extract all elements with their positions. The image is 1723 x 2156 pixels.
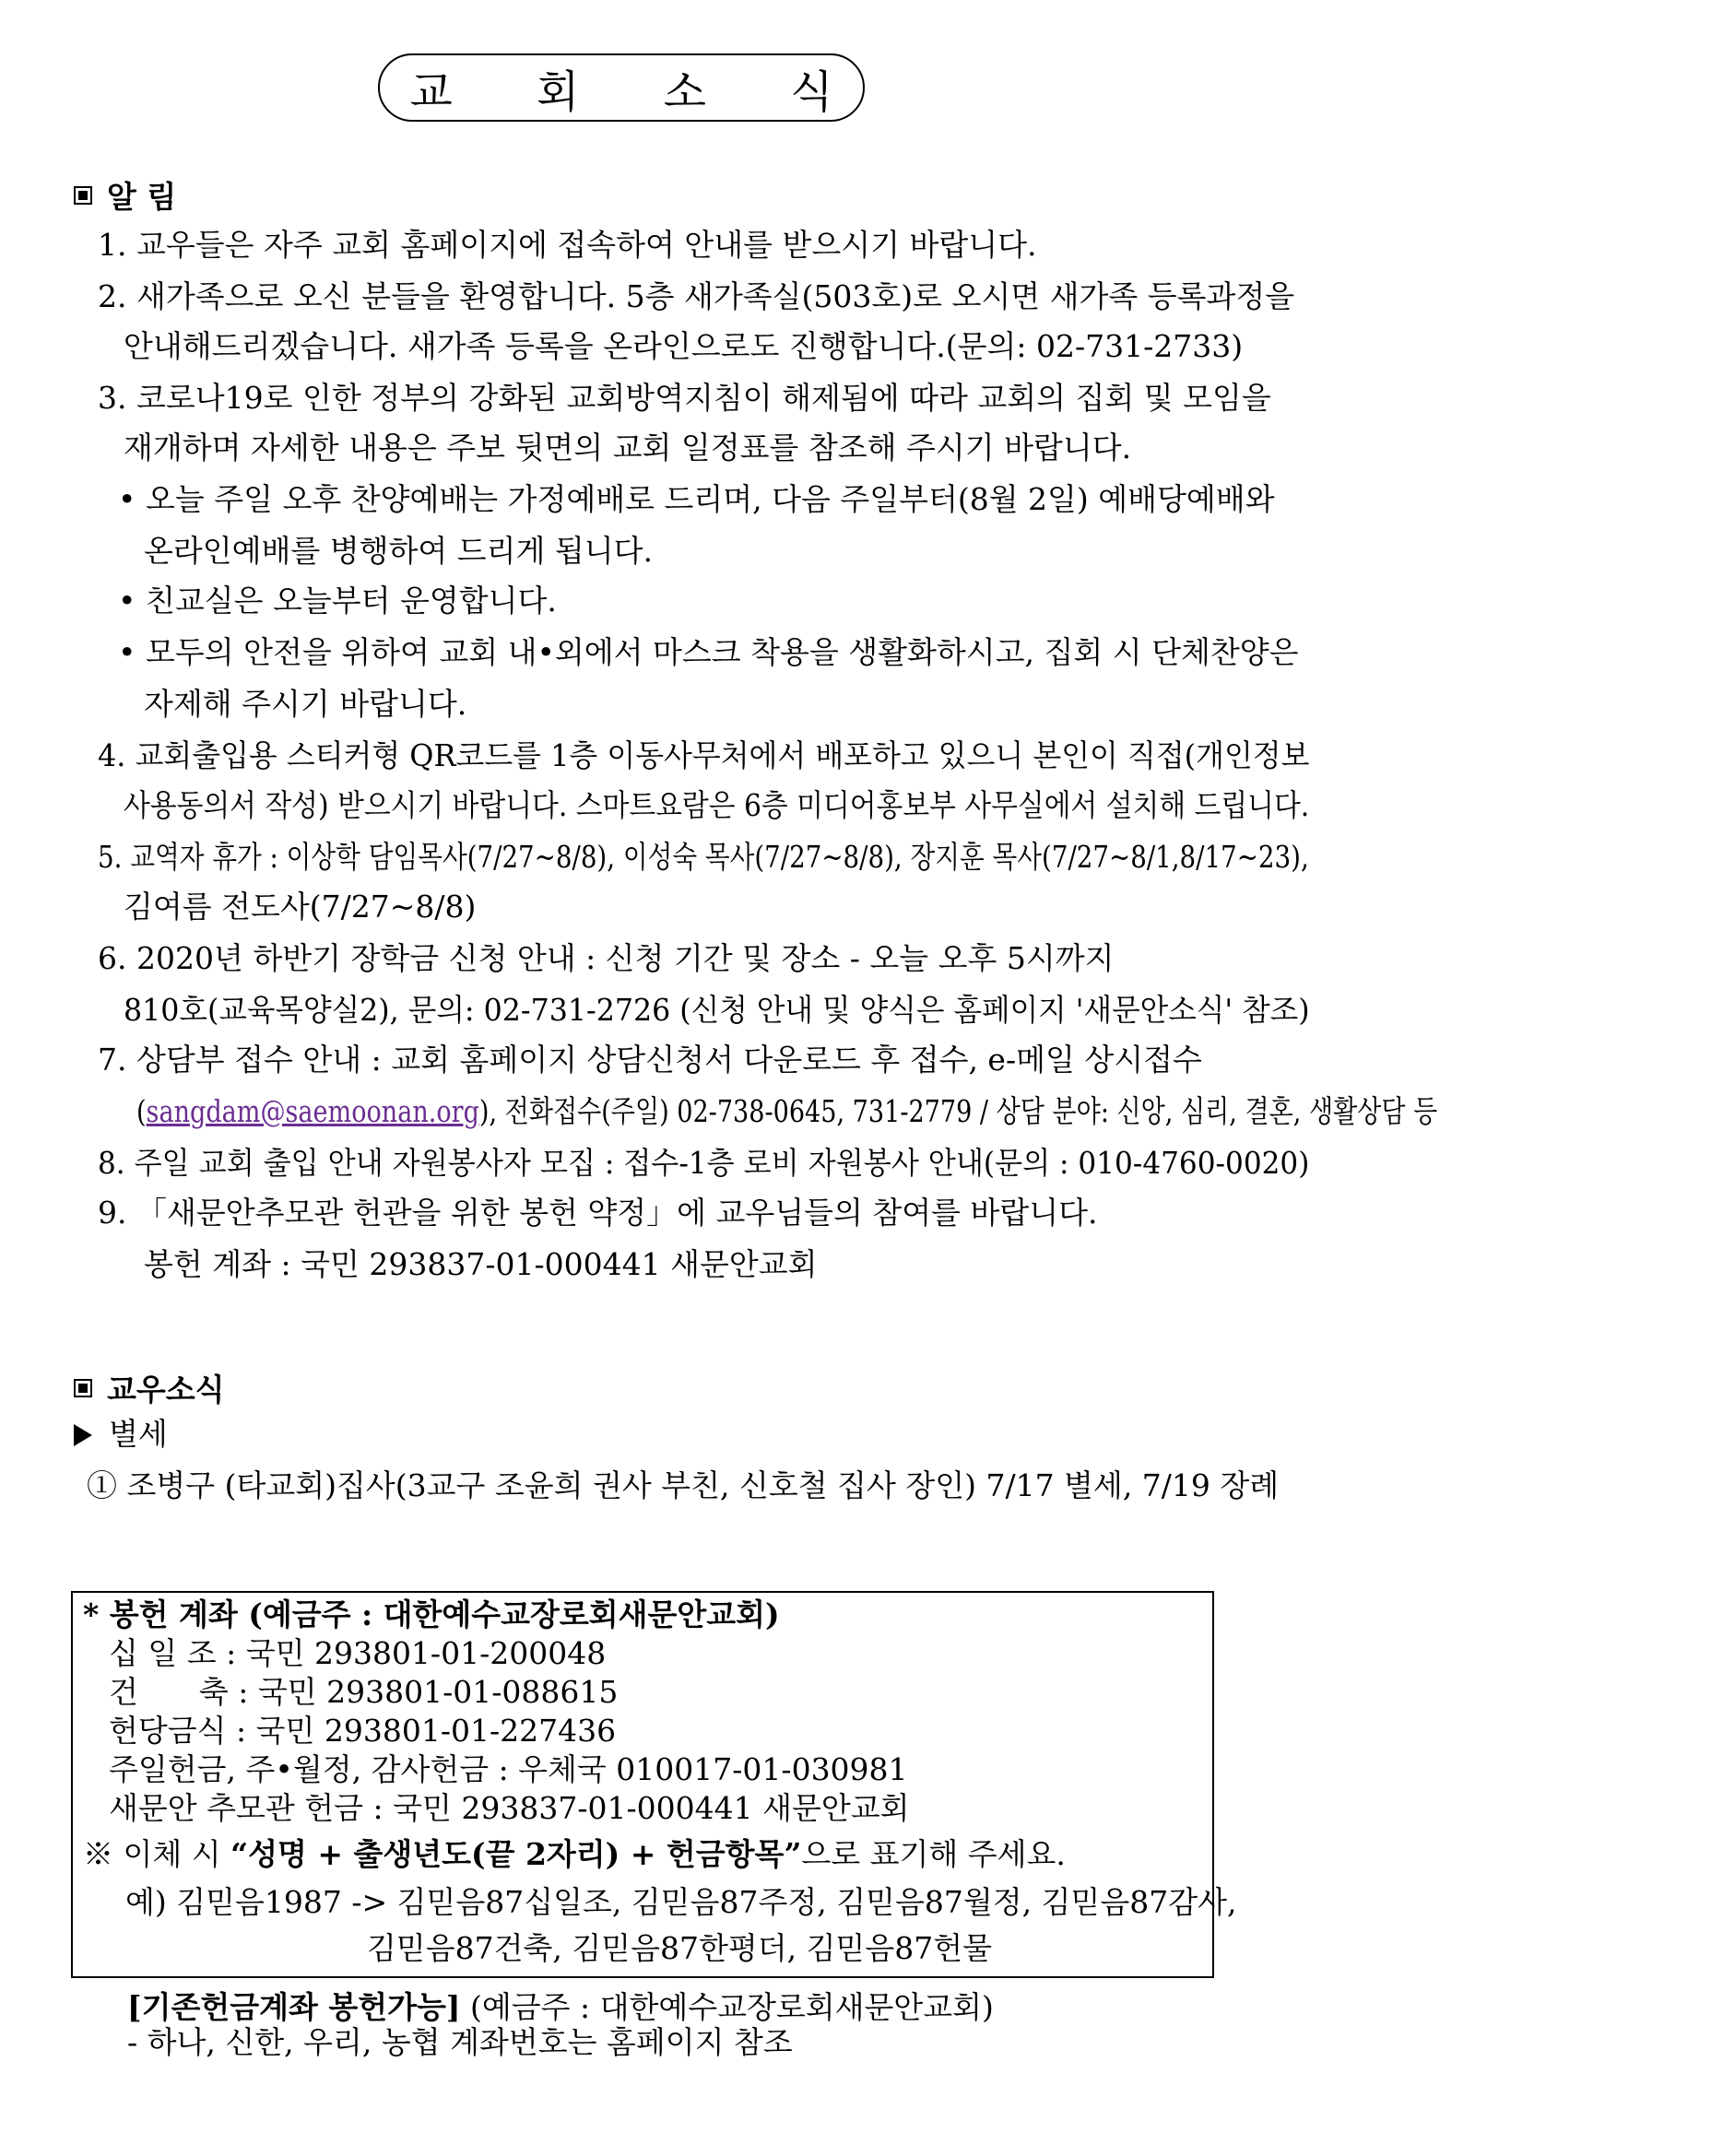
triangle-bullet-icon bbox=[74, 1424, 92, 1446]
notice-line: 김여름 전도사(7/27~8/8) bbox=[124, 889, 477, 925]
notice-line: 1. 교우들은 자주 교회 홈페이지에 접속하여 안내를 받으시기 바랍니다. bbox=[98, 227, 1037, 263]
accounts-example: 예) 김믿음1987 -> 김믿음87십일조, 김믿음87주정, 김믿음87월정, 김믿음87감사, bbox=[125, 1884, 1237, 1920]
notice-line: 810호(교육목양실2), 문의: 02-731-2726 (신청 안내 및 양식은 홈페이지 '새문안소식' 참조) bbox=[124, 992, 1310, 1028]
title-box bbox=[378, 53, 868, 122]
members-heading bbox=[74, 1366, 225, 1409]
notice-line: • 친교실은 오늘부터 운영합니다. bbox=[118, 583, 557, 619]
members-sub-text: 별세 bbox=[109, 1416, 168, 1452]
notice-heading-text: 알 림 bbox=[107, 179, 177, 215]
notice-line: 8. 주일 교회 출입 안내 자원봉사자 모집 : 접수-1층 로비 자원봉사 안내(문의 : 010-4760-0020) bbox=[98, 1145, 1310, 1181]
notice-line: 봉헌 계좌 : 국민 293837-01-000441 새문안교회 bbox=[144, 1246, 818, 1282]
accounts-note bbox=[83, 1836, 1066, 1873]
note-bold: “성명 + 출생년도(끝 2자리) + 헌금항목” bbox=[230, 1836, 802, 1872]
notice-line: 5. 교역자 휴가 : 이상학 담임목사(7/27~8/8), 이성숙 목사(7/27~8/8), 장지훈 목사(7/27~8/1,8/17~23), bbox=[98, 839, 1309, 875]
existing-holder: (예금주 : 대한예수교장로회새문안교회) bbox=[460, 1989, 994, 2025]
notice-line: 7. 상담부 접수 안내 : 교회 홈페이지 상담신청서 다운로드 후 접수, e-메일 상시접수 bbox=[98, 1042, 1202, 1078]
account-row: 헌당금식 : 국민 293801-01-227436 bbox=[109, 1713, 617, 1749]
existing-accounts-note: - 하나, 신한, 우리, 농협 계좌번호는 홈페이지 참조 bbox=[127, 2024, 793, 2060]
note-prefix: ※ 이체 시 bbox=[83, 1836, 231, 1872]
members-sub bbox=[74, 1416, 168, 1453]
account-row: 새문안 추모관 헌금 : 국민 293837-01-000441 새문안교회 bbox=[109, 1790, 910, 1826]
notice-line: 안내해드리겠습니다. 새가족 등록을 온라인으로도 진행합니다.(문의: 02-731-2733) bbox=[124, 328, 1244, 364]
notice-line: 6. 2020년 하반기 장학금 신청 안내 : 신청 기간 및 장소 - 오늘 오후 5시까지 bbox=[98, 940, 1115, 976]
notice-heading bbox=[74, 173, 176, 217]
notice-line: • 오늘 주일 오후 찬양예배는 가정예배로 드리며, 다음 주일부터(8월 2일) 예배당예배와 bbox=[118, 481, 1275, 517]
notice-line: 사용동의서 작성) 받으시기 바랍니다. 스마트요람은 6층 미디어홍보부 사무실에서 설치해 드립니다. bbox=[124, 787, 1310, 823]
notice-line: 2. 새가족으로 오신 분들을 환영합니다. 5층 새가족실(503호)로 오시면 새가족 등록과정을 bbox=[98, 278, 1295, 314]
notice-line: 4. 교회출입용 스티커형 QR코드를 1층 이동사무처에서 배포하고 있으니 본인이 직접(개인정보 bbox=[98, 737, 1310, 773]
note-suffix: 으로 표기해 주세요. bbox=[801, 1836, 1066, 1872]
account-row: 십 일 조 : 국민 293801-01-200048 bbox=[109, 1635, 607, 1671]
account-row: 건 축 : 국민 293801-01-088615 bbox=[109, 1674, 619, 1710]
notice-line: 9. 「새문안추모관 헌관을 위한 봉헌 약정」에 교우님들의 참여를 바랍니다. bbox=[98, 1195, 1098, 1231]
square-bullet-icon bbox=[74, 186, 92, 205]
members-heading-text: 교우소식 bbox=[107, 1372, 225, 1408]
notice-email-line bbox=[136, 1093, 1723, 1130]
account-row: 주일헌금, 주•월정, 감사헌금 : 우체국 010017-01-030981 bbox=[109, 1751, 908, 1787]
square-bullet-icon bbox=[74, 1379, 92, 1397]
page-title: 교 회 소 식 bbox=[409, 65, 868, 118]
email-link[interactable]: sangdam@saemoonan.org bbox=[146, 1093, 479, 1129]
existing-label: [기존헌금계좌 봉헌가능] bbox=[127, 1989, 461, 2025]
notice-line: 3. 코로나19로 인한 정부의 강화된 교회방역지침이 해제됨에 따라 교회의 집회 및 모임을 bbox=[98, 380, 1271, 416]
email-rest: ), 전화접수(주일) 02-738-0645, 731-2779 / 상담 분야: 신앙, 심리, 결혼, 생활상담 등 bbox=[478, 1093, 1438, 1129]
notice-line: 온라인예배를 병행하여 드리게 됩니다. bbox=[144, 533, 654, 569]
notice-line: 자제해 주시기 바랍니다. bbox=[144, 686, 467, 722]
notice-line: 재개하며 자세한 내용은 주보 뒷면의 교회 일정표를 참조해 주시기 바랍니다. bbox=[124, 430, 1132, 465]
email-open-paren: ( bbox=[136, 1093, 147, 1129]
accounts-example: 김믿음87건축, 김믿음87한평더, 김믿음87헌물 bbox=[367, 1930, 992, 1966]
existing-accounts-line bbox=[127, 1989, 994, 2026]
accounts-head: * 봉헌 계좌 (예금주 : 대한예수교장로회새문안교회) bbox=[83, 1596, 780, 1632]
notice-line: • 모두의 안전을 위하여 교회 내•외에서 마스크 착용을 생활화하시고, 집회 시 단체찬양은 bbox=[118, 634, 1299, 670]
members-line: ① 조병구 (타교회)집사(3교구 조윤희 권사 부친, 신호철 집사 장인) 7/17 별세, 7/19 장례 bbox=[87, 1467, 1280, 1503]
